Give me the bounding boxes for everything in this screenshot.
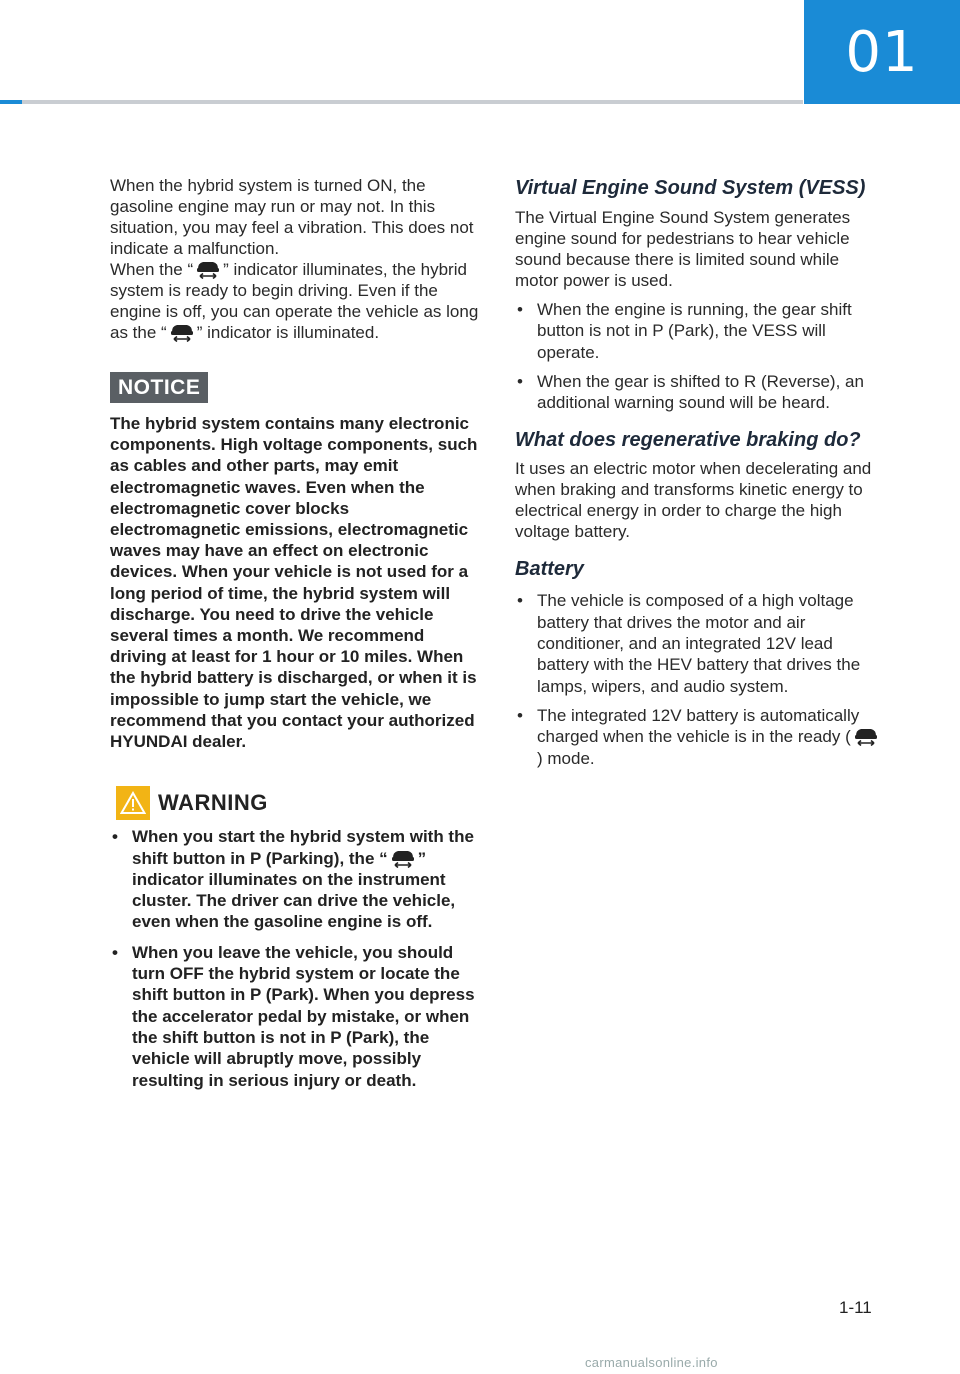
intro-paragraph-1: When the hybrid system is turned ON, the gasoline engine may run or may not. In this situation, you may feel a vibration. This does not indicate a malfunction. <box>110 176 474 258</box>
intro-text-b: ” indicator illuminates, the hybrid system is ready to begin driving. Even if the engine is off, you can operate the vehicle as long as the “ <box>110 260 479 342</box>
battery-list <box>515 590 885 768</box>
battery-heading: Battery <box>515 558 584 581</box>
page-number: 1-11 <box>839 1298 872 1317</box>
vess-bullet-2: • When the gear is shifted to R (Reverse), an additional warning sound will be heard. <box>515 371 885 414</box>
watermark: carmanualsonline.info <box>585 1355 718 1370</box>
vess-list <box>515 299 885 413</box>
vess-bullet-1: • When the engine is running, the gear shift button is not in P (Park), the VESS will operate. <box>515 299 885 363</box>
regen-heading: What does regenerative braking do? <box>515 429 861 452</box>
intro-paragraph-2 <box>110 259 480 343</box>
vess-heading: Virtual Engine Sound System (VESS) <box>515 177 866 199</box>
battery-bullet-2-text-b: ) mode. <box>537 748 595 768</box>
ready-indicator-icon <box>169 322 195 342</box>
header-rule <box>0 100 803 104</box>
warning-label: WARNING <box>158 790 268 816</box>
battery-bullet-1: • The vehicle is composed of a high voltage battery that drives the motor and air conditioner, and an integrated 12V lead battery with the HEV battery that drives the lamps, wipers, and audio system. <box>515 590 885 696</box>
warning-heading <box>110 786 480 820</box>
right-column <box>515 175 885 769</box>
battery-bullet-2-text-a: The integrated 12V battery is automatically charged when the vehicle is in the ready ( <box>537 705 860 747</box>
notice-text: The hybrid system contains many electronic components. High voltage components, such as cables and other parts, may emit electromagnetic waves. Even when the electromagnetic cover blocks electromagnetic emissions, electromagnetic waves may have an effect on electronic devices. When your vehicle is not used for a long period of time, the hybrid system will discharge. You need to drive the vehicle several times a month. We recommend driving at least for 1 hour or 10 miles. When the hybrid battery is discharged, or when it is impossible to jump start the vehicle, we recommend that you contact your authorized HYUNDAI dealer. <box>110 414 478 752</box>
warning-list <box>110 826 480 1091</box>
intro-text-a: When the “ <box>110 260 194 279</box>
warning-item-2: • When you leave the vehicle, you should turn OFF the hybrid system or locate the shift button in P (Park). When you depress the accelerator pedal by mistake, or when the shift button is not in P (Park), the vehicle will abruptly move, possibly resulting in serious injury or death. <box>110 942 480 1091</box>
warning-item-1-text-a: When you start the hybrid system with the shift button in P (Parking), the “ <box>132 827 474 868</box>
battery-bullet-2 <box>515 705 885 769</box>
ready-indicator-icon <box>195 259 221 279</box>
regen-text: It uses an electric motor when decelerating and when braking and transforms kinetic energy to electrical energy in order to charge the high voltage battery. <box>515 459 872 542</box>
ready-indicator-icon <box>390 848 416 868</box>
warning-item-1-text-b: ” indicator illuminates on the instrument cluster. The driver can drive the vehicle, even when the gasoline engine is off. <box>132 848 456 932</box>
chapter-number: 01 <box>845 19 919 85</box>
vess-text: The Virtual Engine Sound System generates engine sound for pedestrians to hear vehicle sound because there is limited sound while motor power is used. <box>515 208 851 290</box>
left-column <box>110 175 480 1100</box>
intro-text-c: ” indicator is illuminated. <box>196 323 380 342</box>
notice-label: NOTICE <box>110 372 208 403</box>
ready-indicator-icon <box>853 726 879 746</box>
warning-item-1 <box>110 826 480 932</box>
warning-triangle-icon <box>116 786 150 820</box>
chapter-tab <box>804 0 960 104</box>
